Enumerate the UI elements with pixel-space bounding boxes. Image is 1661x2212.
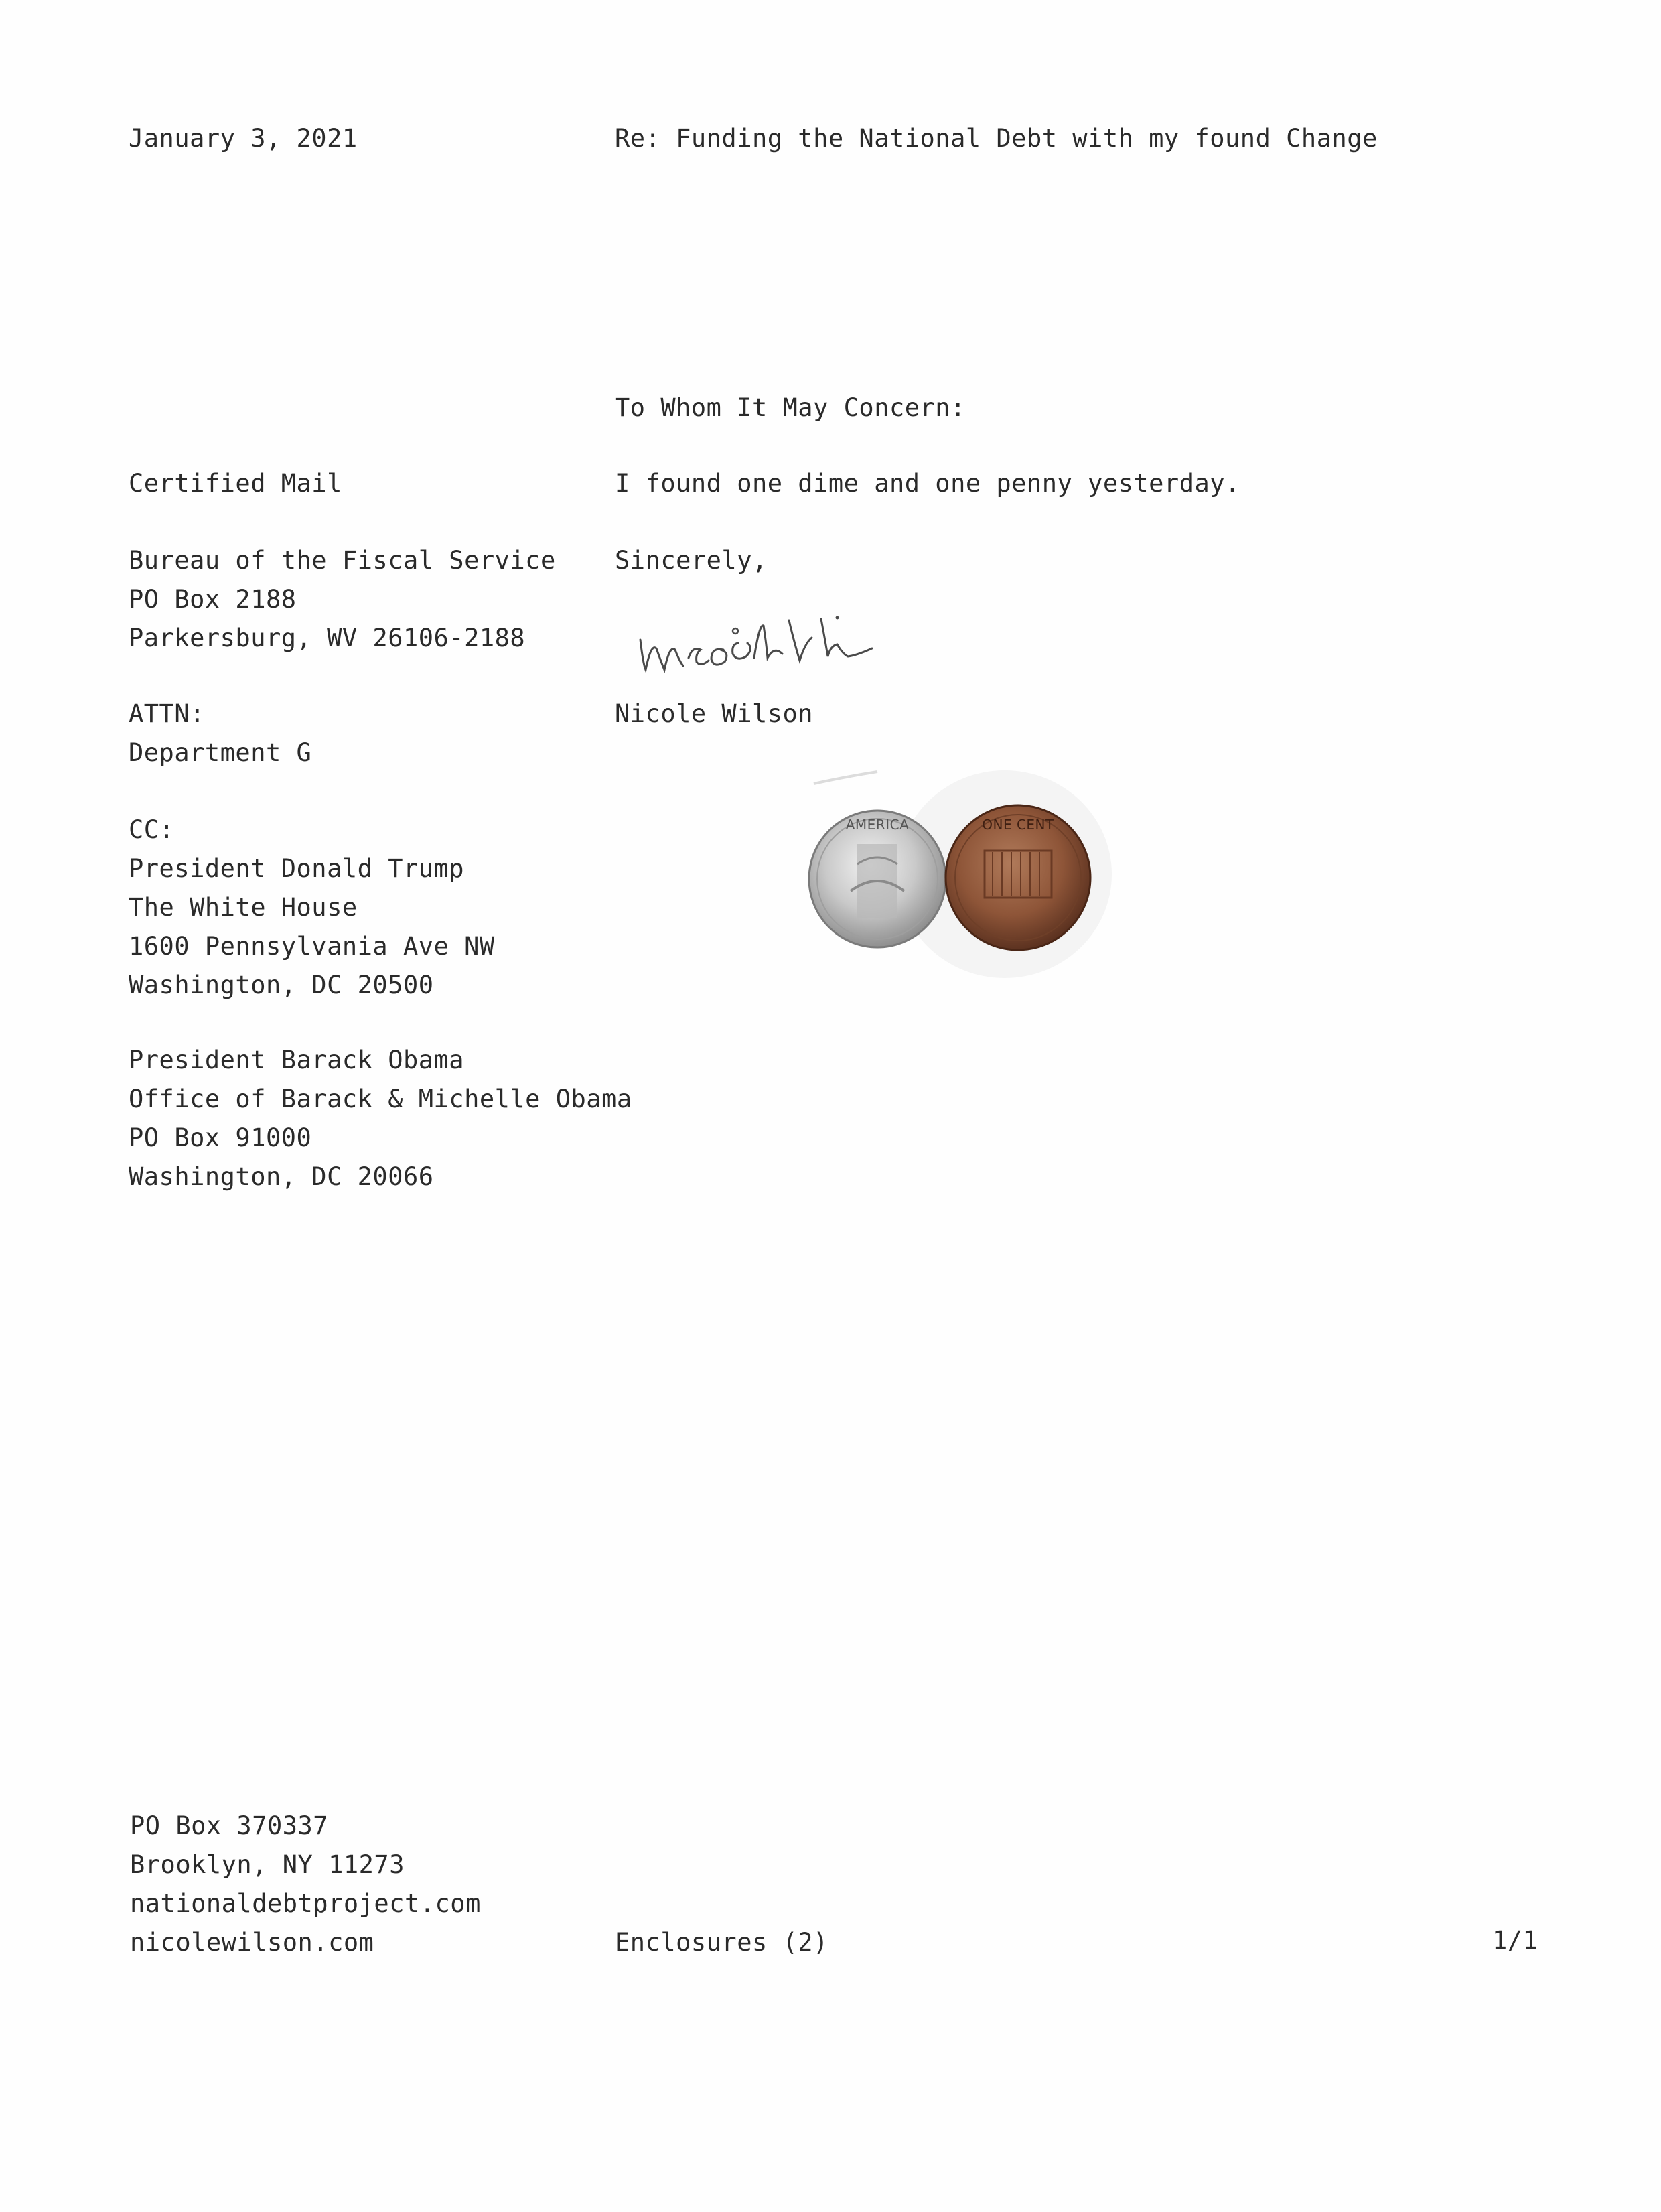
- recipient-address: [129, 541, 556, 658]
- cc-line: President Donald Trump: [129, 854, 465, 883]
- dime-coin: [809, 811, 946, 947]
- footer-website: nicolewilson.com: [130, 1928, 374, 1957]
- penny-coin: [946, 805, 1090, 950]
- certified-mail-label: Certified Mail: [129, 469, 342, 498]
- cc-line: The White House: [129, 893, 358, 922]
- footer-line: PO Box 370337: [130, 1811, 329, 1840]
- recipient-line: PO Box 2188: [129, 585, 297, 614]
- enclosed-coins-image: [750, 764, 1125, 985]
- enclosures-note: Enclosures (2): [615, 1928, 828, 1957]
- letter-subject: Re: Funding the National Debt with my found Change: [615, 124, 1378, 153]
- footer-contact: [130, 1807, 481, 1962]
- sender-name: Nicole Wilson: [615, 699, 814, 728]
- cc-block-1: [129, 811, 495, 1005]
- cc-line: 1600 Pennsylvania Ave NW: [129, 932, 495, 961]
- penny-inscription: ONE CENT: [982, 817, 1054, 833]
- attn-value: Department G: [129, 738, 312, 767]
- page-number: 1/1: [1492, 1926, 1538, 1955]
- dime-inscription: AMERICA: [845, 817, 910, 833]
- attention-block: [129, 695, 311, 772]
- closing: Sincerely,: [615, 546, 768, 575]
- recipient-line: Bureau of the Fiscal Service: [129, 546, 556, 575]
- cc-line: PO Box 91000: [129, 1123, 312, 1152]
- footer-line: Brooklyn, NY 11273: [130, 1850, 405, 1879]
- footer-website: nationaldebtproject.com: [130, 1889, 481, 1918]
- handwritten-signature: [636, 596, 985, 683]
- attn-label: ATTN:: [129, 699, 205, 728]
- cc-line: President Barack Obama: [129, 1046, 465, 1075]
- message-text: I found one dime and one penny yesterday.: [615, 469, 1240, 498]
- salutation: To Whom It May Concern:: [615, 393, 966, 422]
- cc-line: Washington, DC 20500: [129, 971, 434, 999]
- letter-date: January 3, 2021: [129, 124, 358, 153]
- cc-label: CC:: [129, 815, 175, 844]
- recipient-line: Parkersburg, WV 26106-2188: [129, 624, 526, 652]
- cc-block-2: [129, 1041, 632, 1196]
- cc-line: Washington, DC 20066: [129, 1162, 434, 1191]
- cc-line: Office of Barack & Michelle Obama: [129, 1085, 632, 1113]
